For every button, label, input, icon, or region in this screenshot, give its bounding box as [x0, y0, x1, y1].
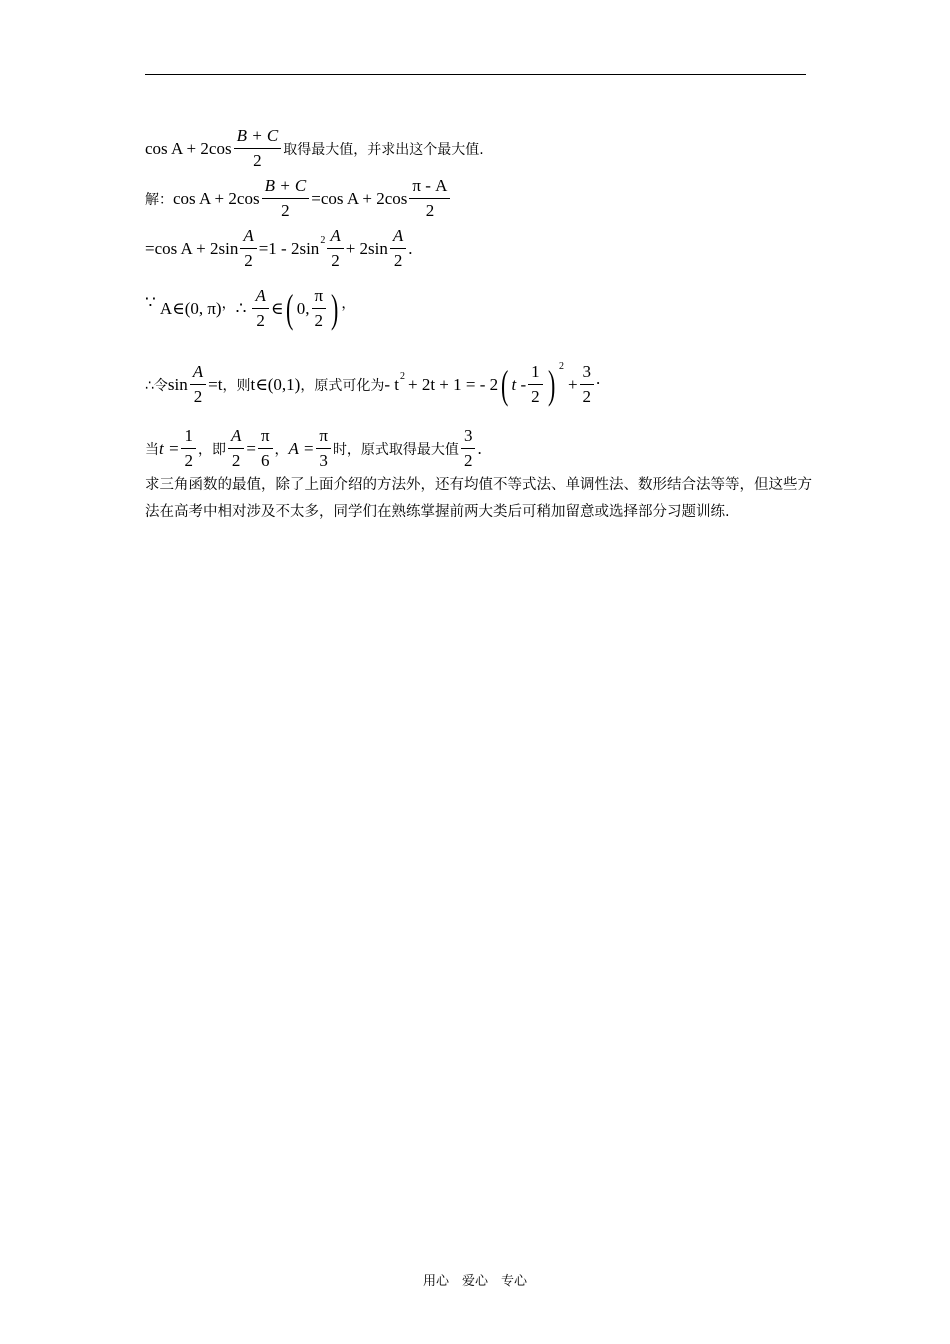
fraction-denominator: 2	[231, 451, 241, 470]
let-text: ∴令	[145, 377, 168, 394]
problem-text: 取得最大值，并求出这个最大值.	[283, 141, 484, 158]
left-paren: (	[501, 361, 509, 407]
equals: =	[246, 438, 256, 458]
fraction-numerator: A	[255, 286, 266, 305]
condition: A∈(0, π)	[159, 298, 222, 318]
expr: cos A + 2cos	[173, 188, 260, 208]
fraction-denominator: 2	[253, 151, 262, 170]
fraction	[312, 286, 327, 331]
fraction	[580, 362, 595, 407]
fraction	[390, 226, 406, 271]
fraction	[252, 286, 268, 331]
fraction-denominator: 2	[314, 311, 324, 330]
fraction	[258, 426, 273, 471]
solution-line-3	[145, 286, 355, 331]
fraction-numerator: π	[319, 426, 328, 445]
period: .	[477, 438, 482, 458]
comma: ，	[300, 377, 315, 394]
fraction-numerator: π	[314, 286, 324, 305]
fraction-denominator: 6	[260, 451, 270, 470]
expr: - t	[384, 374, 399, 394]
fraction-denominator: 2	[281, 201, 290, 220]
fraction	[240, 226, 256, 271]
fraction	[409, 176, 450, 221]
fraction-denominator: 2	[582, 387, 592, 406]
fraction	[327, 226, 343, 271]
expr: cos A + 2cos	[145, 138, 232, 158]
element-of: ∈	[270, 298, 284, 318]
range: t∈(0,1)	[250, 374, 301, 394]
solution-label: 解：	[145, 191, 173, 208]
fraction-numerator: A	[330, 226, 341, 245]
then-text: ，则	[222, 377, 251, 394]
fraction-numerator: 3	[582, 362, 592, 381]
fraction-denominator: 2	[184, 451, 193, 470]
solution-line-4	[145, 362, 600, 407]
superscript: 2	[558, 361, 564, 372]
expr: =t	[208, 374, 223, 394]
superscript: 2	[400, 371, 405, 382]
fraction-denominator: 2	[256, 311, 265, 330]
fraction-denominator: 2	[463, 451, 473, 470]
fraction-numerator: 3	[463, 426, 473, 445]
expr: t -	[511, 374, 527, 394]
transform-text: 原式可化为	[314, 377, 385, 394]
fraction-numerator: π	[260, 426, 270, 445]
expr: 0,	[296, 298, 310, 318]
fraction-denominator: 2	[244, 251, 253, 270]
fraction	[461, 426, 476, 471]
comma: ，	[221, 295, 236, 312]
expr: t =	[159, 438, 180, 458]
fraction-denominator: 2	[531, 387, 540, 406]
fraction-denominator: 2	[331, 251, 340, 270]
fraction-numerator: A	[192, 362, 204, 381]
fraction-denominator: 3	[319, 451, 328, 470]
therefore-symbol: ∴	[235, 298, 247, 318]
period: .	[596, 368, 601, 388]
fraction-denominator: 2	[193, 387, 203, 406]
solution-line-5	[145, 426, 482, 471]
when-text: 当	[145, 441, 159, 458]
expr: =cos A + 2cos	[311, 188, 408, 208]
fraction-numerator: 1	[184, 426, 193, 445]
summary-paragraph: 求三角函数的最值，除了上面介绍的方法外，还有均值不等式法、单调性法、数形结合法等等，但这些方法在高考中相对涉及不太多，同学们在熟练掌握前两大类后可稍加留意或选择部分习题训练.	[145, 477, 812, 520]
fraction-numerator: A	[230, 426, 242, 445]
fraction-numerator: 1	[531, 362, 540, 381]
fraction	[190, 362, 206, 407]
comma: ，	[341, 295, 356, 312]
right-paren: )	[547, 361, 555, 407]
superscript: 2	[320, 235, 326, 246]
fraction	[181, 426, 196, 471]
header-rule	[145, 74, 806, 75]
because-symbol: ∵	[145, 292, 156, 312]
page-footer: 用心 爱心 专心	[422, 1274, 527, 1289]
expr: =1 - 2sin	[258, 238, 320, 258]
expr: A =	[288, 438, 315, 458]
problem-line	[145, 126, 484, 171]
that-is-text: ，即	[197, 441, 226, 458]
period: .	[408, 238, 413, 258]
fraction	[528, 362, 543, 407]
comma: ，	[274, 441, 289, 458]
fraction-denominator: 2	[425, 201, 435, 220]
fraction	[262, 176, 310, 221]
solution-line-1	[145, 176, 452, 221]
solution-line-2	[145, 226, 413, 271]
expr: + 2t + 1 = - 2	[408, 374, 499, 394]
left-paren: (	[286, 285, 294, 331]
fraction-numerator: B + C	[236, 126, 279, 145]
fraction-numerator: A	[392, 226, 404, 245]
fraction-numerator: A	[243, 226, 254, 245]
fraction-numerator: π - A	[412, 176, 448, 195]
plus: +	[567, 374, 578, 394]
right-paren: )	[331, 285, 339, 331]
fraction-numerator: B + C	[264, 176, 307, 195]
fraction	[316, 426, 331, 471]
expr: =cos A + 2sin	[145, 238, 239, 258]
result-text: 时，原式取得最大值	[332, 441, 459, 458]
fraction	[234, 126, 282, 171]
expr: sin	[167, 374, 188, 394]
fraction	[228, 426, 244, 471]
fraction-denominator: 2	[393, 251, 403, 270]
expr: + 2sin	[345, 238, 388, 258]
